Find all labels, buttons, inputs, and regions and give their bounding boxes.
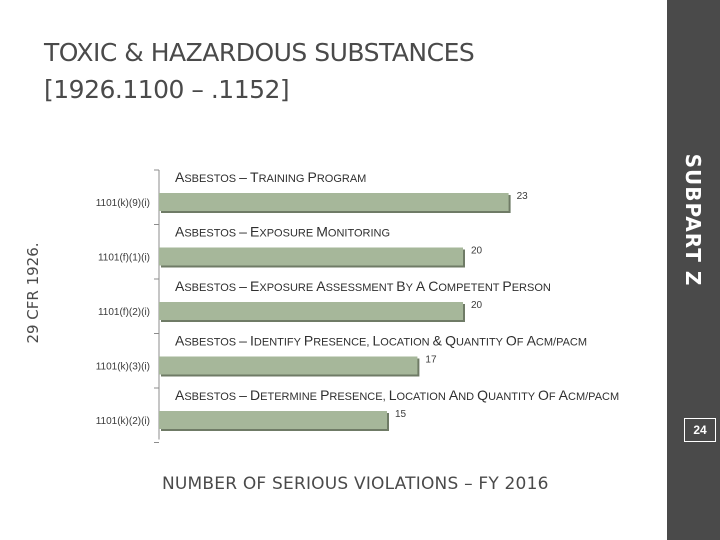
bar	[159, 193, 509, 211]
side-panel	[667, 0, 720, 540]
data-label: 15	[395, 409, 407, 420]
bar	[159, 302, 463, 320]
chart-footer-caption: NUMBER OF SERIOUS VIOLATIONS – FY 2016	[162, 474, 549, 494]
page-number: 24	[684, 418, 716, 442]
bar-title: ASBESTOS – TRAINING PROGRAM	[175, 169, 367, 185]
subpart-label-box	[667, 0, 720, 540]
data-label: 17	[425, 354, 437, 366]
bar	[159, 248, 463, 266]
category-label: 1101(k)(9)(i)	[95, 198, 150, 209]
data-label: 23	[516, 191, 528, 202]
bar-title: ASBESTOS – IDENTIFY PRESENCE, LOCATION & QUANTITY OF ACM/PACM	[175, 332, 588, 349]
bar-title: ASBESTOS – EXPOSURE MONITORING	[175, 223, 391, 240]
bar-title: ASBESTOS – EXPOSURE ASSESSMENT BY A COMPETENT PERSON	[175, 278, 551, 294]
bar	[159, 357, 417, 375]
data-label: 20	[471, 300, 483, 311]
bar-title: ASBESTOS – DETERMINE PRESENCE, LOCATION AND QUANTITY OF ACM/PACM	[175, 387, 620, 403]
title-line-1: TOXIC & HAZARDOUS SUBSTANCES	[44, 38, 475, 67]
subpart-label: SUBPART Z	[681, 153, 705, 287]
bar	[159, 411, 387, 429]
category-label: 1101(k)(3)(i)	[95, 361, 150, 373]
data-label: 20	[471, 245, 483, 257]
category-label: 1101(f)(2)(i)	[97, 307, 150, 318]
cfr-side-label: 29 CFR 1926.	[24, 242, 42, 344]
category-label: 1101(k)(2)(i)	[95, 416, 150, 427]
title-line-2: [1926.1100 – .1152]	[44, 75, 290, 104]
category-label: 1101(f)(1)(i)	[97, 252, 150, 264]
